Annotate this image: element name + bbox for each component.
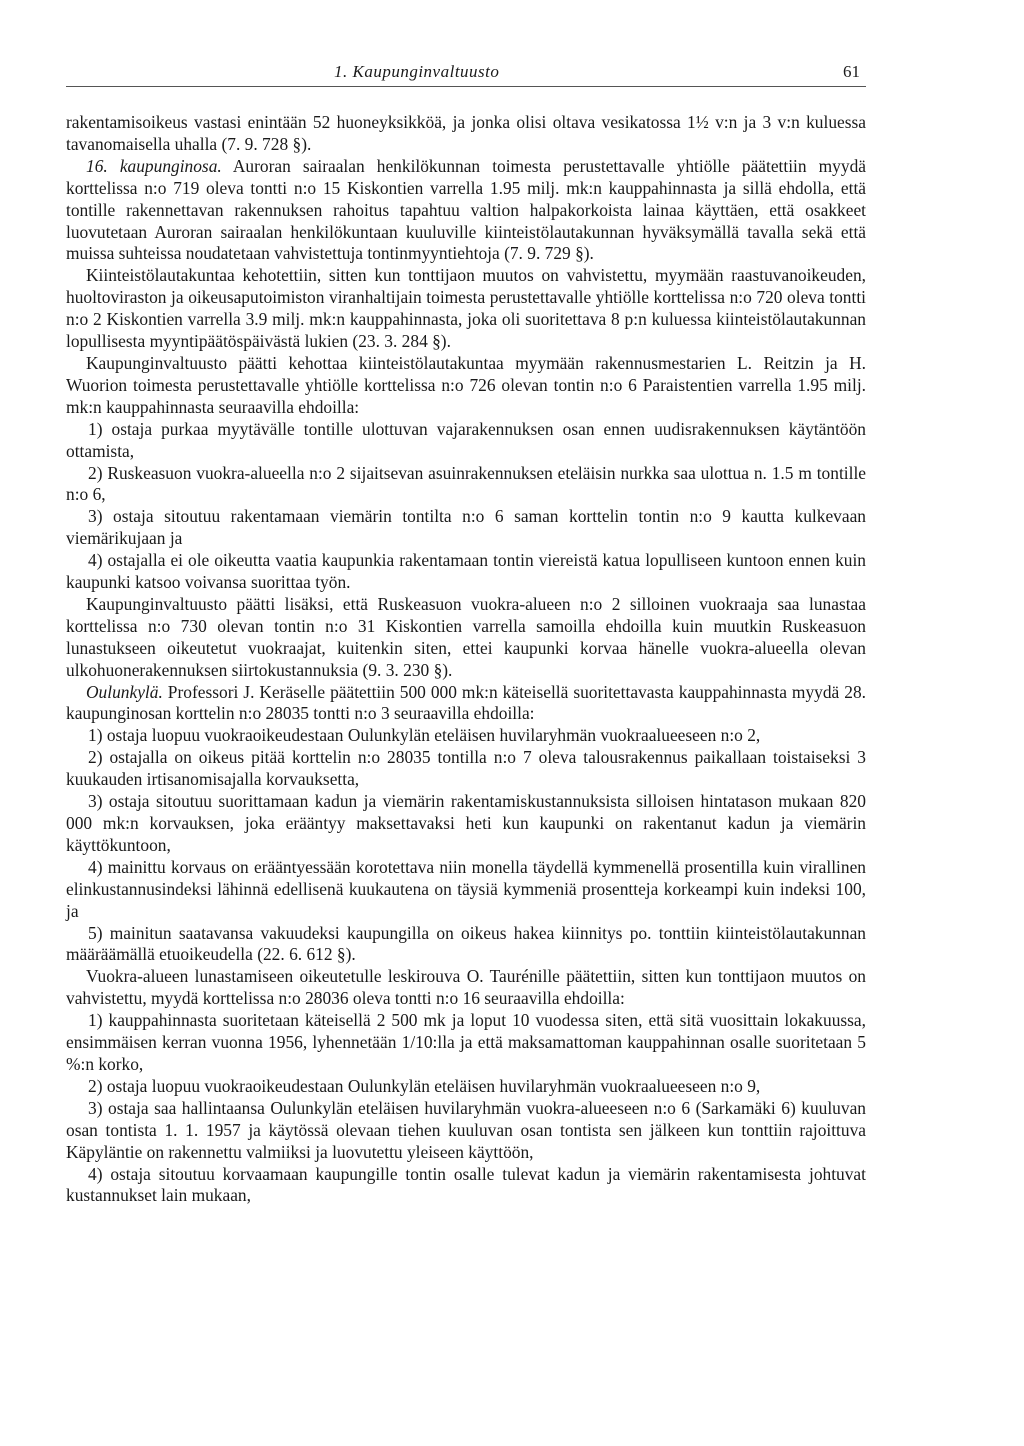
paragraph: 16. kaupunginosa. Auroran sairaalan henkilökunnan toimesta perustettavalle yhtiölle päätettiin myydä korttelissa n:o 719 oleva tontti n:o 15 Kiskontien varrella 1.95 milj. mk:n kauppahinnasta ja sillä ehdolla, että tontille rakennettavan rakennuksen rahoitus tapahtuu valtion halpakorkoista lainaa käyttäen, että osakkeet luovutetaan Auroran sairaalan henkilökuntaan kuuluville kiinteistölautakunnan hyväksymällä tavalla sekä että muissa suhteissa noudatetaan vahvistettuja tontinmyyntiehtoja (7. 9. 729 §).	[66, 155, 866, 264]
list-item: 3) ostaja sitoutuu suorittamaan kadun ja viemärin rakentamiskustannuksista silloisen hintatason mukaan 820 000 mk:n korvauksen, joka erääntyy maksettavaksi heti kun kaupunki on rakentanut kadun ja viemärin käyttökuntoon,	[66, 791, 866, 855]
paragraph: Kiinteistölautakuntaa kehotettiin, sitten kun tonttijaon muutos on vahvistettu, myymään raastuvanoikeuden, huoltoviraston ja oikeusaputoimiston viranhaltijain toimesta perustettavalle yhtiölle korttelissa n:o 720 oleva tontti n:o 2 Kiskontien varrella 3.9 milj. mk:n kauppahinnasta, joka oli suoritettava 8 p:n kuluessa kiinteistölautakunnan lopullisesta myyntipäätöspäivästä lukien (23. 3. 284 §).	[66, 265, 866, 352]
list-item: 4) ostajalla ei ole oikeutta vaatia kaupunkia rakentamaan tontin viereistä katua lopulliseen kuntoon ennen kuin kaupunki katsoo voivansa suorittaa työn.	[66, 550, 866, 593]
list-item: 2) ostajalla on oikeus pitää korttelin n:o 28035 tontilla n:o 7 oleva talousrakennus paikallaan toistaiseksi 3 kuukauden irtisanomisajalla korvauksetta,	[66, 747, 866, 790]
list-item: 2) Ruskeasuon vuokra-alueella n:o 2 sijaitsevan asuinrakennuksen eteläisin nurkka saa ulottua n. 1.5 m tontille n:o 6,	[66, 462, 866, 505]
body-text	[66, 112, 866, 1207]
list-item: 4) mainittu korvaus on erääntyessään korotettava niin monella täydellä kymmenellä prosentilla kuin virallinen elinkustannusindeksi lähinnä edellisenä kuukautena on täysiä kymmeniä prosentteja korkeampi kuin indeksi 100, ja	[66, 856, 866, 921]
paragraph: Oulunkylä. Professori J. Keräselle päätettiin 500 000 mk:n käteisellä suoritettavasta kauppahinnasta myydä 28. kaupunginosan korttelin n:o 28035 tontti n:o 3 seuraavilla ehdoilla:	[66, 681, 866, 724]
paragraph: rakentamisoikeus vastasi enintään 52 huoneyksikköä, ja jonka olisi oltava vesikatossa 1½ v:n ja 3 v:n kuluessa tavanomaisella uhalla (7. 9. 728 §).	[66, 112, 866, 154]
list-item: 1) ostaja purkaa myytävälle tontille ulottuvan vajarakennuksen osan ennen uudisrakennuksen käytäntöön ottamista,	[66, 418, 866, 461]
paragraph: Kaupunginvaltuusto päätti lisäksi, että Ruskeasuon vuokra-alueen n:o 2 silloinen vuokraaja saa lunastaa korttelissa n:o 730 olevan tontin n:o 31 Kiskontien varrella samoilla ehdoilla kuin muutkin Ruskeasuon lunastukseen oikeutetut vuokraajat, kuitenkin siten, ettei kaupunki korvaa hänelle vuokra-alueella olevan ulkohuonerakennuksen siirtokustannuksia (9. 3. 230 §).	[66, 593, 866, 680]
header-title: 1. Kaupunginvaltuusto	[334, 62, 500, 81]
list-item: 4) ostaja sitoutuu korvaamaan kaupungille tontin osalle tulevat kadun ja viemärin rakentamisesta johtuvat kustannukset lain mukaan,	[66, 1163, 866, 1206]
running-header	[66, 62, 866, 87]
paragraph: Vuokra-alueen lunastamiseen oikeutetulle leskirouva O. Taurénille päätettiin, sitten kun tonttijaon muutos on vahvistettu, myydä korttelissa n:o 28036 oleva tontti n:o 16 seuraavilla ehdoilla:	[66, 966, 866, 1009]
list-item: 1) kauppahinnasta suoritetaan käteisellä 2 500 mk ja loput 10 vuodessa siten, että sitä vuosittain lokakuussa, ensimmäisen kerran vuonna 1956, lyhennetään 1/10:lla ja että maksamattoman kauppahinnan osalle suoritetaan 5 %:n korko,	[66, 1010, 866, 1074]
list-item: 3) ostaja sitoutuu rakentamaan viemärin tontilta n:o 6 saman korttelin tontin n:o 9 kautta kulkevaan viemärikujaan ja	[66, 506, 866, 549]
list-item: 5) mainitun saatavansa vakuudeksi kaupungilla on oikeus hakea kiinnitys po. tonttiin kiinteistölautakunnan määräämällä etuoikeudella (22. 6. 612 §).	[66, 922, 866, 965]
section-heading: 16. kaupunginosa.	[86, 155, 222, 176]
section-heading: Oulunkylä.	[86, 681, 163, 702]
list-item: 2) ostaja luopuu vuokraoikeudestaan Oulunkylän eteläisen huvilaryhmän vuokraalueeseen n:o 9,	[88, 1075, 761, 1096]
list-item: 3) ostaja saa hallintaansa Oulunkylän eteläisen huvilaryhmän vuokra-alueeseen n:o 6 (Sarkamäki 6) kuuluvan osan tontista 1. 1. 1957 ja käytössä olevaan tiehen kuuluvan osan tontista sen jälkeen kun tonttiin rajoittuva Käpyläntie on rakennettu valmiiksi ja luovutettu yleiseen käyttöön,	[66, 1097, 866, 1162]
list-item: 1) ostaja luopuu vuokraoikeudestaan Oulunkylän eteläisen huvilaryhmän vuokraalueeseen n:o 2,	[88, 725, 761, 746]
page-number: 61	[843, 62, 860, 81]
paragraph: Kaupunginvaltuusto päätti kehottaa kiinteistölautakuntaa myymään rakennusmestarien L. Reitzin ja H. Wuorion toimesta perustettavalle yhtiölle korttelissa n:o 726 olevan tontin n:o 6 Paraistentien varrella 1.95 milj. mk:n kauppahinnasta seuraavilla ehdoilla:	[66, 352, 866, 417]
